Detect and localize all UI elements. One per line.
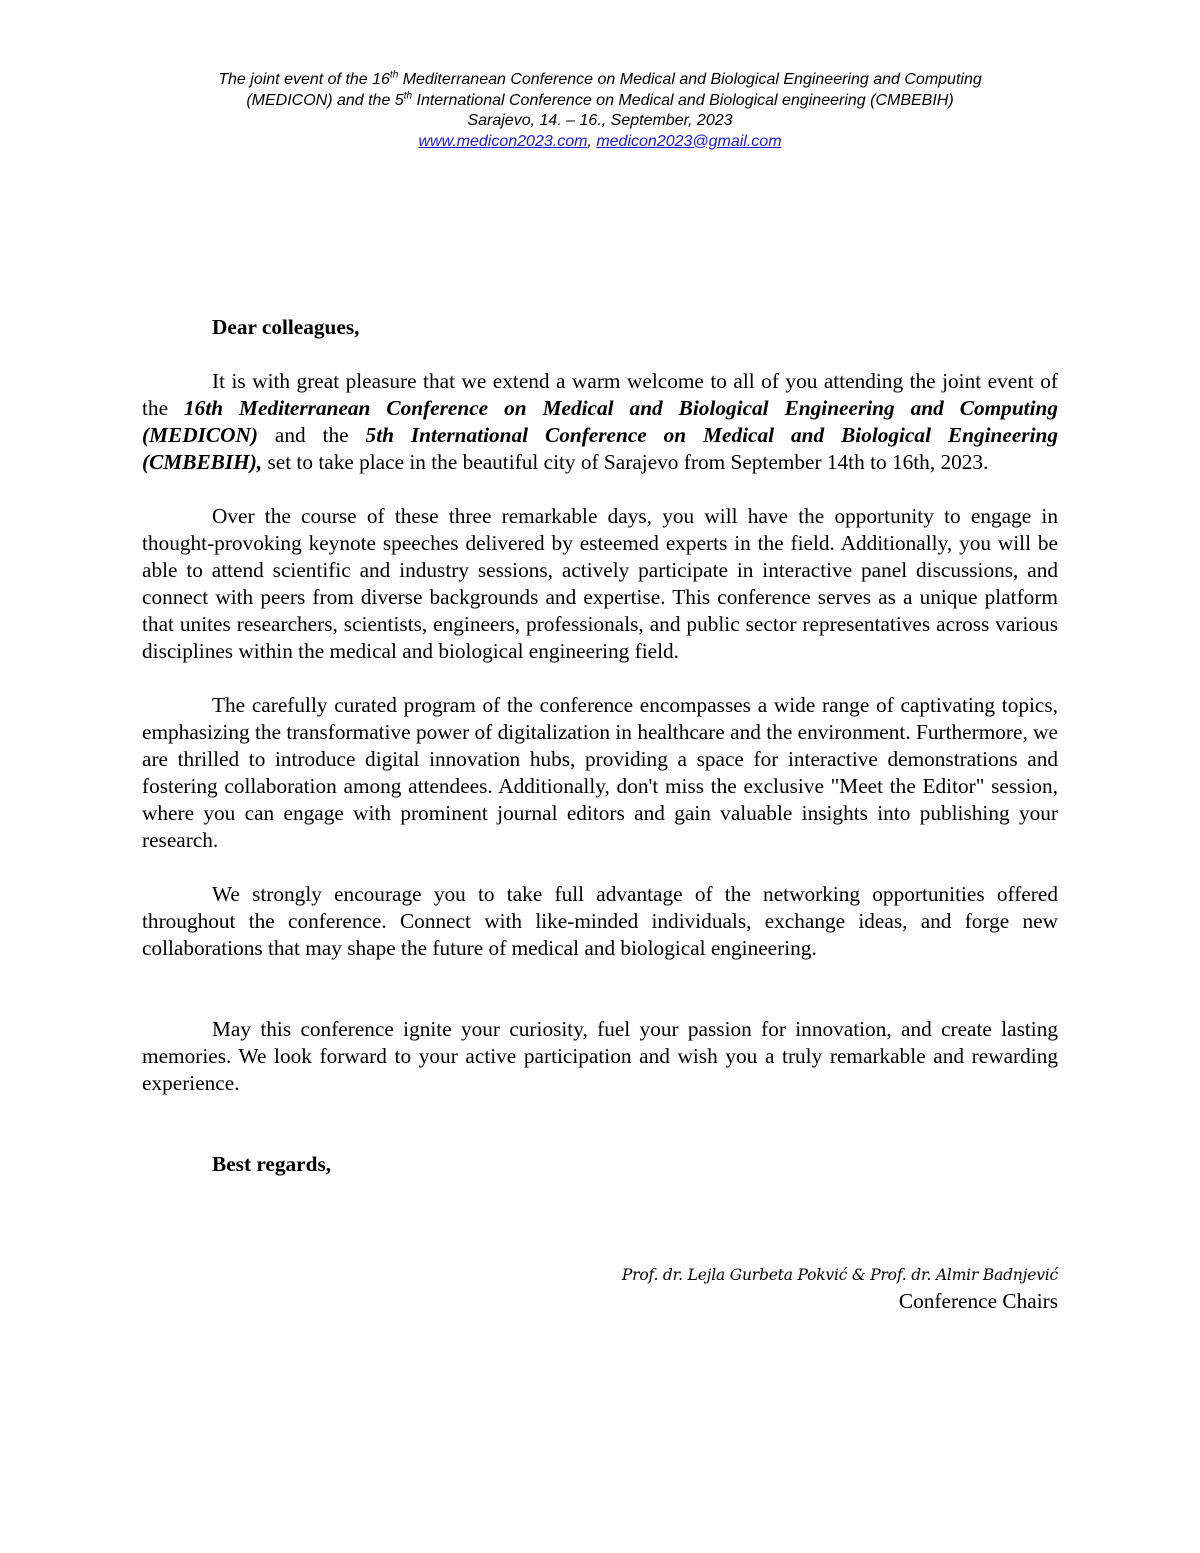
header-line-1-after: Mediterranean Conference on Medical and Biological Engineering and Computing: [398, 71, 982, 88]
medicon-event-name: 16th Mediterranean Conference on Medical and Biological Engineering and Computing (MEDICON): [142, 396, 1059, 447]
header-line-2-after: International Conference on Medical and Biological engineering (CMBEBIH): [412, 91, 954, 109]
header-line-2-ordinal: th: [403, 90, 413, 102]
paragraph-5: May this conference ignite your curiosity, fuel your passion for innovation, and create lasting memories. We look forward to your active participation and wish you a truly remarkable and rewarding experience.: [142, 1017, 1058, 1095]
paragraph-1-text-c: set to take place in the beautiful city of Sarajevo from September 14th to 16th, 2023.: [262, 450, 989, 474]
header-line-1-ordinal: th: [389, 69, 399, 81]
paragraph-1-text-b: and the: [257, 423, 366, 447]
welcome-letter: [142, 314, 1058, 1178]
contact-separator: ,: [587, 132, 597, 150]
signature-block: [622, 1262, 1058, 1315]
header-contact-line: [0, 132, 1200, 153]
header-line-3: Sarajevo, 14. – 16., September, 2023: [467, 112, 733, 129]
paragraph-1: [142, 368, 1058, 476]
paragraph-1-text-a: It is with great pleasure that we extend a warm welcome to all of you attending the joint event of the: [142, 369, 1058, 420]
closing: Best regards,: [212, 1152, 332, 1176]
header-line-1-before: The joint event of the 16: [218, 71, 390, 88]
signer-title: Conference Chairs: [898, 1289, 1058, 1313]
header-line-1: [0, 70, 1200, 91]
header-line-2: [0, 91, 1200, 112]
email-link[interactable]: medicon2023@gmail.com: [596, 132, 782, 150]
conference-header: [0, 70, 1200, 152]
salutation: Dear colleagues,: [212, 315, 360, 339]
website-link[interactable]: www.medicon2023.com: [418, 132, 588, 150]
paragraph-2: Over the course of these three remarkable days, you will have the opportunity to engage in thought-provoking keynote speeches delivered by esteemed experts in the field. Additionally, you will be able to attend scientific and industry sessions, actively participate in interactive panel discussions, and connect with peers from diverse backgrounds and expertise. This conference serves as a unique platform that unites researchers, scientists, engineers, professionals, and public sector representatives across various disciplines within the medical and biological engineering field.: [142, 504, 1058, 663]
handwritten-signature: Prof. dr. Lejla Gurbeta Pokvić & Prof. dr. Almir Badnjević: [621, 1266, 1058, 1284]
paragraph-3: The carefully curated program of the conference encompasses a wide range of captivating topics, emphasizing the transformative power of digitalization in healthcare and the environment. Furthermore, we are thrilled to introduce digital innovation hubs, providing a space for interactive demonstrations and fostering collaboration among attendees. Additionally, don't miss the exclusive "Meet the Editor" session, where you can engage with prominent journal editors and gain valuable insights into publishing your research.: [142, 693, 1058, 852]
header-line-2-before: (MEDICON) and the 5: [246, 91, 404, 109]
paragraph-4: We strongly encourage you to take full advantage of the networking opportunities offered throughout the conference. Connect with like-minded individuals, exchange ideas, and forge new collaborations that may shape the future of medical and biological engineering.: [142, 882, 1058, 960]
cmbebih-event-name: 5th International Conference on Medical and Biological Engineering (CMBEBIH),: [142, 423, 1058, 474]
